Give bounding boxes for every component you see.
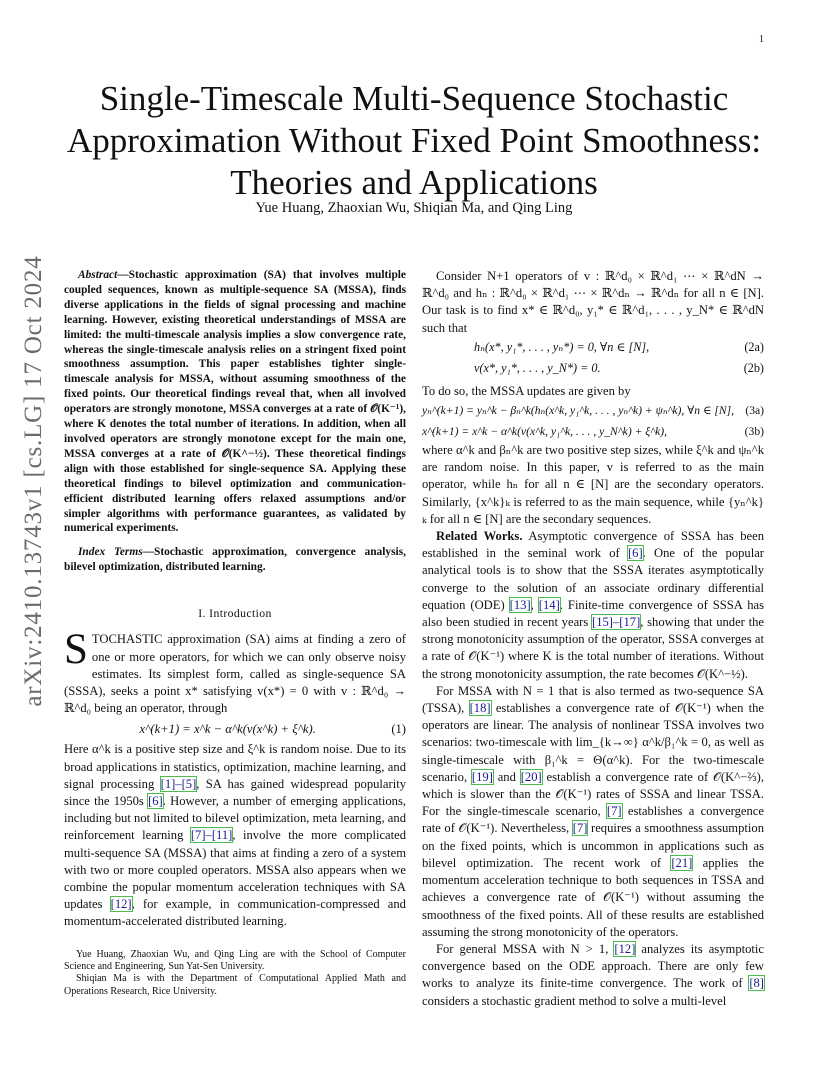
citation-link[interactable]: [15]–[17] (592, 615, 641, 630)
page-number: 1 (759, 34, 764, 45)
citation-link[interactable]: [13] (509, 597, 531, 612)
equation-3a (422, 400, 764, 421)
equation-1 (64, 717, 406, 741)
text-run: . However, a number of emerging applications, including but not limited to bilevel optimization, meta learning, and reinforcement learning (64, 793, 406, 843)
equation-2a-number: (2a) (744, 339, 764, 354)
arxiv-side-identifier (14, 255, 54, 707)
intro-paragraph-2 (64, 741, 406, 930)
text-run: requires a smoothness assumption on the fixed points, which is uncommon in applications such as bilevel optimization. The recent work of (422, 821, 764, 870)
footnotes (64, 949, 406, 999)
equation-2a (422, 337, 764, 358)
intro-p1-text: TOCHASTIC approximation (SA) aims at finding a zero of one or more operators, for which we can only observe noisy estimates. Its simplest form, called as single-sequence SA (SSSA), seeks a point x* satisfying v(x*) = 0 with v : ℝ^d₀ → ℝ^d₀ being an operator, through (64, 632, 406, 716)
citation-link[interactable]: [1]–[5] (160, 776, 197, 791)
citation-link[interactable]: [7] (606, 804, 622, 819)
index-terms-text: —Stochastic approximation, convergence analysis, bilevel optimization, distributed learning. (64, 546, 406, 574)
equation-3a-number: (3a) (745, 403, 764, 417)
right-column (422, 268, 764, 1010)
equation-1-number: (1) (391, 721, 406, 736)
operator-definition-paragraph: where α^k and βₙ^k are two positive step sizes, while ξ^k and ψₙ^k are random noise. In this paper, v is referred to as the main operator, while hₙ for all n ∈ [N] are the secondary operators. Similarly, {x^k}ₖ is referred to as the main sequence, while {yₙ^k}ₖ for all n ∈ [N] are the secondary sequences. (422, 443, 764, 526)
citation-link[interactable]: [12] (614, 941, 636, 956)
index-terms (64, 545, 406, 575)
citation-link[interactable]: [12] (110, 897, 132, 912)
citation-link[interactable]: [7]–[11] (190, 828, 233, 843)
footnote-affiliation-2: Shiqian Ma is with the Department of Computational Applied Math and Operations Research, Rice University. (64, 973, 406, 997)
general-mssa-paragraph (422, 941, 764, 1010)
intro-paragraph-1 (64, 626, 406, 717)
text-run: , (530, 597, 539, 612)
paper-title: Single-Timescale Multi-Sequence Stochastic Approximation Without Fixed Point Smoothness: Theories and Applications (66, 79, 762, 202)
text-run: Asymptotic convergence of SSSA has been established in the seminal work of (422, 529, 765, 561)
index-terms-label: Index Terms (78, 546, 143, 559)
citation-link[interactable]: [19] (471, 769, 493, 784)
equation-2b (422, 358, 764, 379)
equation-2a-body: hₙ(x*, y₁*, . . . , yₙ*) = 0, ∀n ∈ [N], (474, 339, 650, 354)
text-run: Here α^k is a positive step size and ξ^k is random noise. Due to its broad applications in statistics, optimization, machine learning, and signal processing (64, 742, 406, 791)
tssa-paragraph (422, 683, 764, 941)
citation-link[interactable]: [21] (671, 855, 693, 870)
text-run: establish a convergence rate of 𝒪(K^−⅔), which is slower than the 𝒪(K⁻¹) rates of SSSA and linear TSSA. For the single-timescale scenario, (422, 769, 764, 819)
drop-cap: S (64, 626, 88, 674)
citation-link[interactable]: [20] (520, 769, 542, 784)
footnote-affiliation-1: Yue Huang, Zhaoxian Wu, and Qing Ling are with the School of Computer Science and Engineering, Sun Yat-Sen University. (64, 948, 406, 972)
author-list: Yue Huang, Zhaoxian Wu, Shiqian Ma, and Qing Ling (255, 200, 573, 216)
text-run: For general MSSA with N > 1, (436, 941, 615, 956)
citation-link[interactable]: [18] (469, 701, 491, 716)
equation-2b-number: (2b) (743, 360, 764, 375)
text-run: establishes a convergence rate of 𝒪(K⁻¹) when the operators are linear. The analysis of nonlinear TSSA involves two scenarios: two-timescale with lim_{k→∞} α^k/β₁^k = 0, as well as single-timescale with β₁^k = Θ(α^k). For the two-timescale scenario, (422, 701, 765, 784)
section-heading-introduction: I. Introduction (198, 607, 272, 621)
left-column (64, 268, 406, 998)
abstract-label: Abstract (78, 269, 118, 281)
equation-1-body: x^(k+1) = x^k − α^k(v(x^k) + ξ^k). (139, 721, 316, 736)
arxiv-id-text: arXiv:2410.13743v1 [cs.LG] 17 Oct 2024 (20, 255, 47, 707)
text-run: , involve the more complicated multi-sequence SA (MSSA) that aims at finding a zero of a system with two or more coupled operators. MSSA also appears when we combine the popular momentum acceleration techniques with SA updates (64, 828, 407, 912)
text-run: analyzes its asymptotic convergence based on the ODE approach. There are only few works to analyze its finite-time convergence. The work of (422, 941, 764, 991)
related-works-heading: Related Works. (436, 529, 523, 544)
abstract-text: —Stochastic approximation (SA) that involves multiple coupled sequences, known as multiple-sequence SA (MSSA), finds diverse applications in the fields of signal processing and machine learning. However, existing theoretical understandings of MSSA are limited: the multi-timescale analysis implies a slow convergence rate, whereas the single-timescale analysis relies on a stringent fixed point smoothness assumption. This paper establishes tighter single-timescale analysis for MSSA, without assuming smoothness of the fixed points. Our theoretical findings reveal that, when all involved operators are strongly monotone, MSSA converges at a rate of 𝒪(K⁻¹), where K denotes the total number of iterations. In addition, when all involved operators are strongly monotone except for the main one, MSSA converges at a rate of 𝒪(K^−½). These theoretical findings align with those established for single-sequence SA. Applying these theoretical findings to bilevel optimization and communication-efficient distributed learning offers relaxed assumptions and/or simpler algorithms with performance guarantees, as validated by numerical experiments. (64, 269, 406, 535)
equation-2b-body: v(x*, y₁*, . . . , y_N*) = 0. (474, 360, 601, 375)
citation-link[interactable]: [6] (148, 793, 163, 808)
citation-link[interactable]: [8] (749, 976, 764, 991)
text-run: , for example, in communication-compressed and momentum-accelerated distributed learning. (64, 897, 406, 929)
text-run: considers a stochastic gradient method to solve a multi-level (422, 993, 727, 1008)
text-run: For MSSA with N = 1 that is also termed as two-sequence SA (TSSA), (422, 683, 764, 716)
equation-3b-body: x^(k+1) = x^k − α^k(v(x^k, y₁^k, . . . , y_N^k) + ξ^k), (422, 424, 668, 438)
text-run: establishes a convergence rate of 𝒪(K⁻¹). Nevertheless, (422, 804, 764, 836)
equation-3b (422, 421, 764, 442)
citation-link[interactable]: [6] (627, 546, 643, 561)
equation-3a-body: yₙ^(k+1) = yₙ^k − βₙ^k(hₙ(x^k, y₁^k, . . . , yₙ^k) + ψₙ^k), ∀n ∈ [N], (422, 403, 735, 417)
citation-link[interactable]: [7] (572, 821, 588, 836)
text-run: , showing that under the strong monotonicity assumption of the operator, SSSA converges at a rate of 𝒪(K⁻¹) where K is the total number of iterations. Without the strong monotonicity assumption, the rate becomes 𝒪(K^−½). (422, 615, 764, 681)
problem-setup-paragraph: Consider N+1 operators of v : ℝ^d₀ × ℝ^d₁ ⋯ × ℝ^dN → ℝ^d₀ and hₙ : ℝ^d₀ × ℝ^d₁ ⋯ × ℝ^dₙ → ℝ^dₙ for all n ∈ [N]. Our task is to find x* ∈ ℝ^d₀, y₁* ∈ ℝ^d₁, . . . , y_N* ∈ ℝ^dN such that (422, 269, 764, 335)
text-run: . Finite-time convergence of SSSA has also been studied in recent years (422, 597, 765, 630)
equation-3b-number: (3b) (744, 424, 764, 438)
mssa-updates-intro: To do so, the MSSA updates are given by (422, 383, 631, 398)
related-works-paragraph (422, 528, 764, 683)
abstract (64, 268, 406, 536)
text-run: and (492, 769, 521, 784)
text-run: , SA has gained widespread popularity since the 1950s (64, 776, 406, 808)
text-run: . One of the popular analytical tools is to show that the SSSA iterates asymptotically converge to the solution of an associate ordinary differential equation (ODE) (422, 546, 764, 612)
text-run: applies the momentum acceleration technique to both sequences in TSSA and achieves a convergence rate of 𝒪(K⁻¹) without assuming the smoothness of the fixed points. All of these results are established assuming the strong monotonicity of the operators. (422, 855, 764, 939)
citation-link[interactable]: [14] (538, 597, 560, 612)
